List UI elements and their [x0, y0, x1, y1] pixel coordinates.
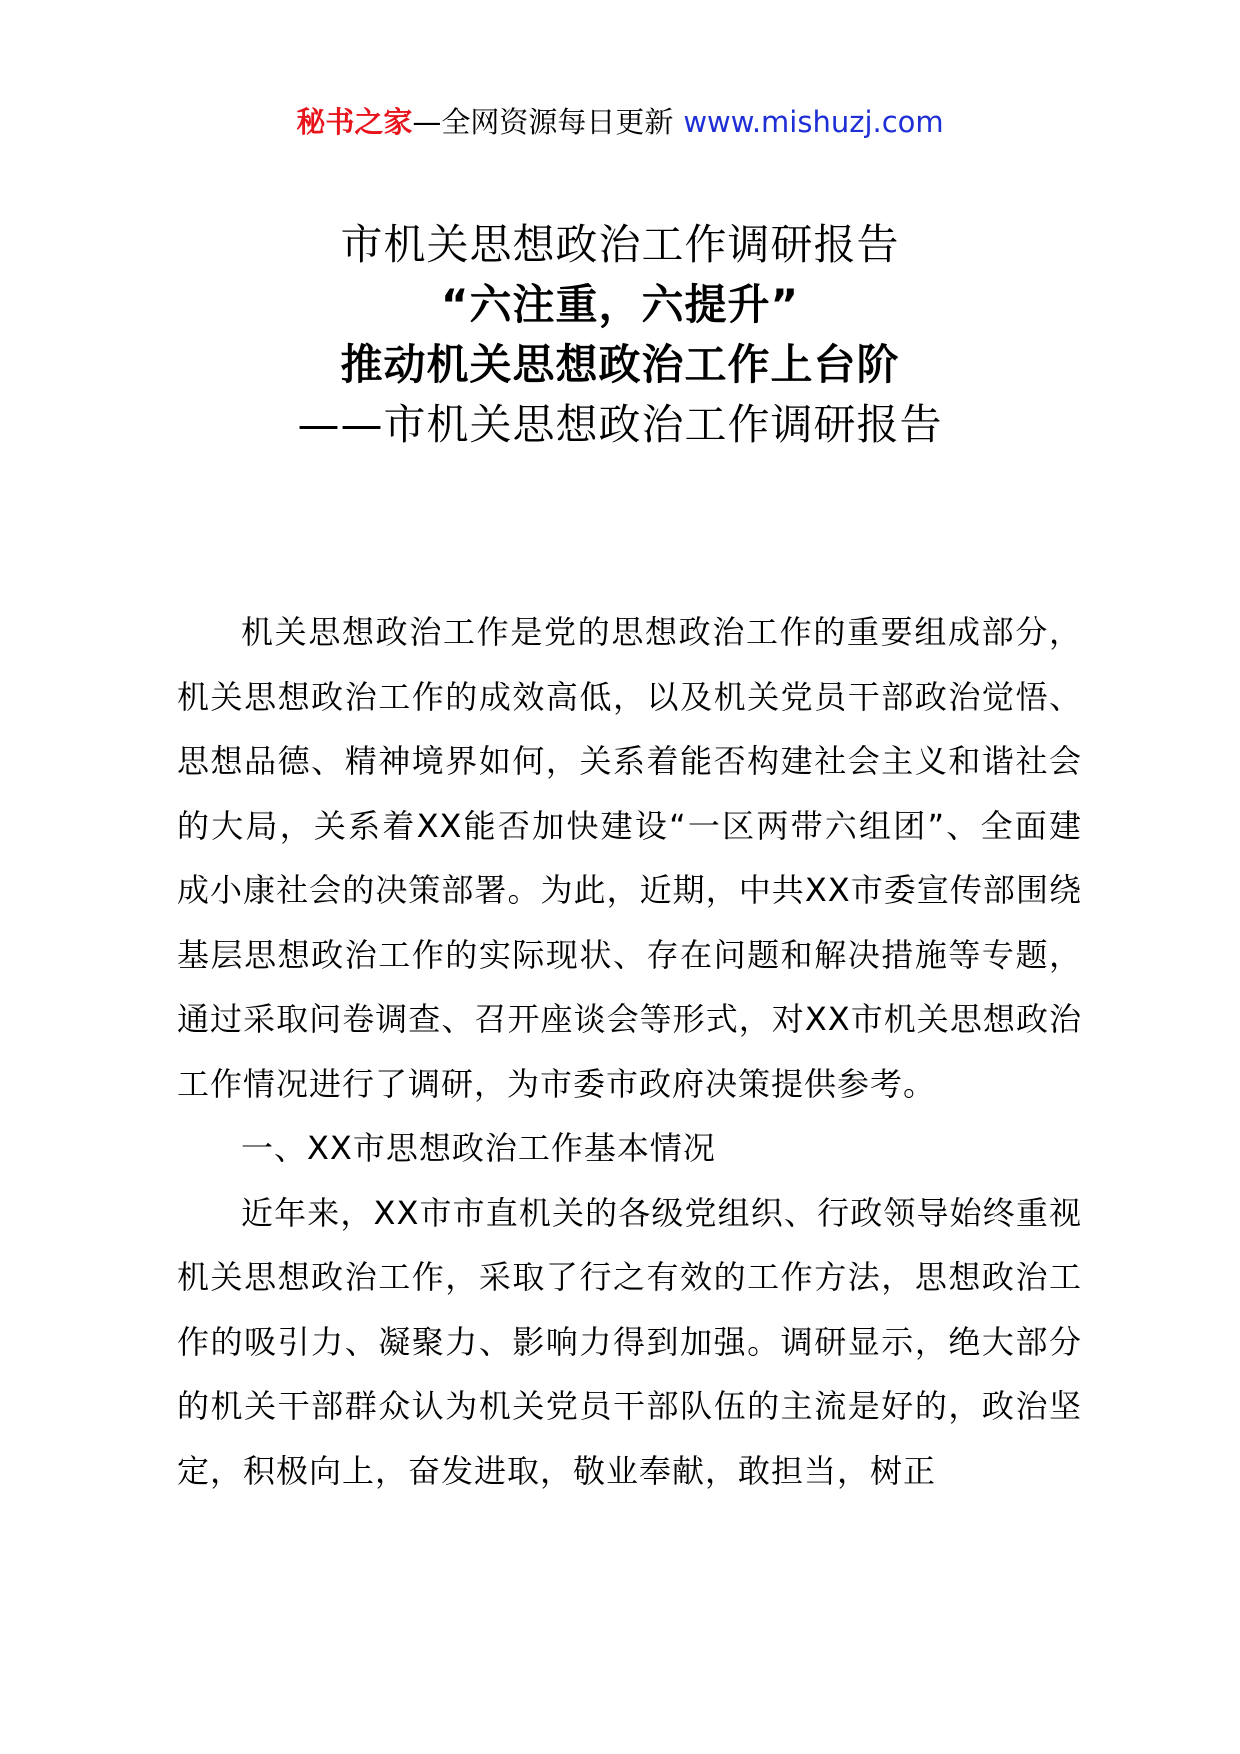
brand-name: 秘书之家 [296, 105, 413, 139]
paragraph-intro: 机关思想政治工作是党的思想政治工作的重要组成部分，机关思想政治工作的成效高低，以及机关党员干部政治觉悟、思想品德、精神境界如何，关系着能否构建社会主义和谐社会的大局，关系着XX能否加快建设“一区两带六组团”、全面建成小康社会的决策部署。为此，近期，中共XX市委宣传部围绕基层思想政治工作的实际现状、存在问题和解决措施等专题，通过采取问卷调查、召开座谈会等形式，对XX市机关思想政治工作情况进行了调研，为市委市政府决策提供参考。 [177, 613, 1082, 1103]
title-block [0, 215, 1240, 455]
header-slogan: —全网资源每日更新 [412, 105, 674, 139]
title-subtitle: ——市机关思想政治工作调研报告 [297, 400, 943, 449]
site-url-link[interactable]: www.mishuzj.com [683, 105, 944, 139]
title-main: 市机关思想政治工作调研报告 [340, 220, 900, 269]
paragraph-situation: 近年来，XX市市直机关的各级党组织、行政领导始终重视机关思想政治工作，采取了行之有效的工作方法，思想政治工作的吸引力、凝聚力、影响力得到加强。调研显示，绝大部分的机关干部群众认为机关党员干部队伍的主流是好的，政治坚定，积极向上，奋发进取，敬业奉献，敢担当，树正 [177, 1193, 1082, 1490]
site-header [0, 100, 1240, 144]
section-heading: 一、XX市思想政治工作基本情况 [241, 1129, 716, 1167]
title-headline: 推动机关思想政治工作上台阶 [340, 340, 900, 389]
body-content [177, 600, 1082, 1503]
title-quote: “六注重，六提升” [440, 280, 800, 329]
